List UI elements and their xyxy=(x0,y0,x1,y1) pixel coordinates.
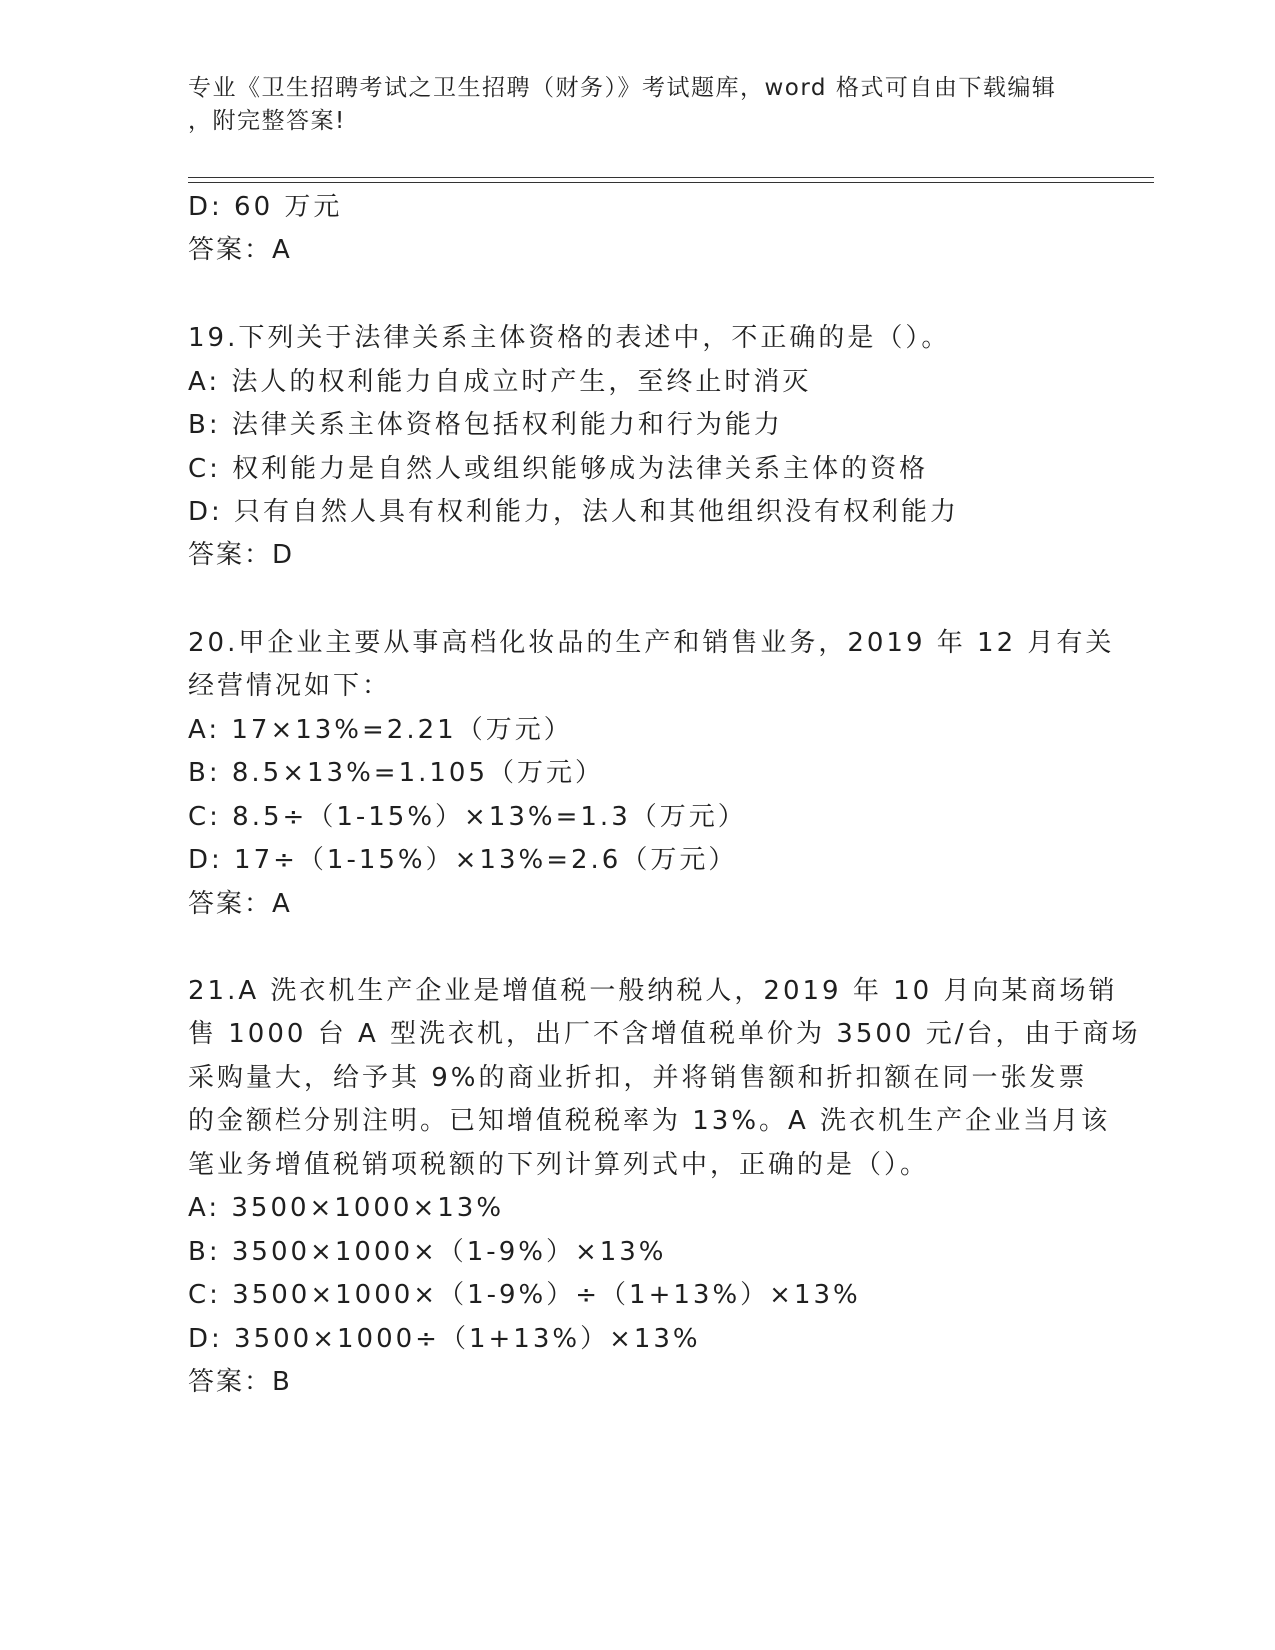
q21-option-a: A: 3500×1000×13% xyxy=(188,1193,505,1223)
q20-question-line-2: 经营情况如下： xyxy=(188,671,392,701)
q21-question-line-1: 21.A 洗衣机生产企业是增值税一般纳税人，2019 年 10 月向某商场销 xyxy=(188,976,1118,1006)
header-divider-top xyxy=(188,177,1154,178)
q21-question-line-4: 的金额栏分别注明。已知增值税税率为 13%。A 洗衣机生产企业当月该 xyxy=(188,1106,1111,1136)
header-line-2: ，附完整答案! xyxy=(188,108,346,134)
q19-question: 19.下列关于法律关系主体资格的表述中，不正确的是（）。 xyxy=(188,323,951,353)
q21-question-line-5: 笔业务增值税销项税额的下列计算列式中，正确的是（）。 xyxy=(188,1150,930,1180)
q20-option-c: C: 8.5÷（1-15%）×13%=1.3（万元） xyxy=(188,802,747,832)
page-header xyxy=(188,72,1068,138)
q19-option-c: C: 权利能力是自然人或组织能够成为法律关系主体的资格 xyxy=(188,454,929,484)
q21-answer: 答案：B xyxy=(188,1367,292,1397)
q19-answer: 答案：D xyxy=(188,540,295,570)
q21-option-d: D: 3500×1000÷（1+13%）×13% xyxy=(188,1324,701,1354)
q21-option-c: C: 3500×1000×（1-9%）÷（1+13%）×13% xyxy=(188,1280,861,1310)
q19-option-d: D: 只有自然人具有权利能力，法人和其他组织没有权利能力 xyxy=(188,497,960,527)
q20-answer: 答案：A xyxy=(188,889,292,919)
q20-option-d: D: 17÷（1-15%）×13%=2.6（万元） xyxy=(188,845,738,875)
q21-option-b: B: 3500×1000×（1-9%）×13% xyxy=(188,1237,667,1267)
q20-option-b: B: 8.5×13%=1.105（万元） xyxy=(188,758,605,788)
header-divider-bottom xyxy=(188,182,1154,183)
q20-question-line-1: 20.甲企业主要从事高档化妆品的生产和销售业务，2019 年 12 月有关 xyxy=(188,628,1115,658)
q21-question-line-2: 售 1000 台 A 型洗衣机，出厂不含增值税单价为 3500 元/台，由于商场 xyxy=(188,1019,1141,1049)
q20-option-a: A: 17×13%=2.21（万元） xyxy=(188,715,573,745)
q18-answer: 答案：A xyxy=(188,235,292,265)
q19-option-a: A: 法人的权利能力自成立时产生，至终止时消灭 xyxy=(188,367,812,397)
q21-question-line-3: 采购量大，给予其 9%的商业折扣，并将销售额和折扣额在同一张发票 xyxy=(188,1063,1088,1093)
q18-option-d: D: 60 万元 xyxy=(188,192,343,222)
q19-option-b: B: 法律关系主体资格包括权利能力和行为能力 xyxy=(188,410,783,440)
header-line-1: 专业《卫生招聘考试之卫生招聘（财务）》考试题库，word 格式可自由下载编辑 xyxy=(188,75,1057,101)
